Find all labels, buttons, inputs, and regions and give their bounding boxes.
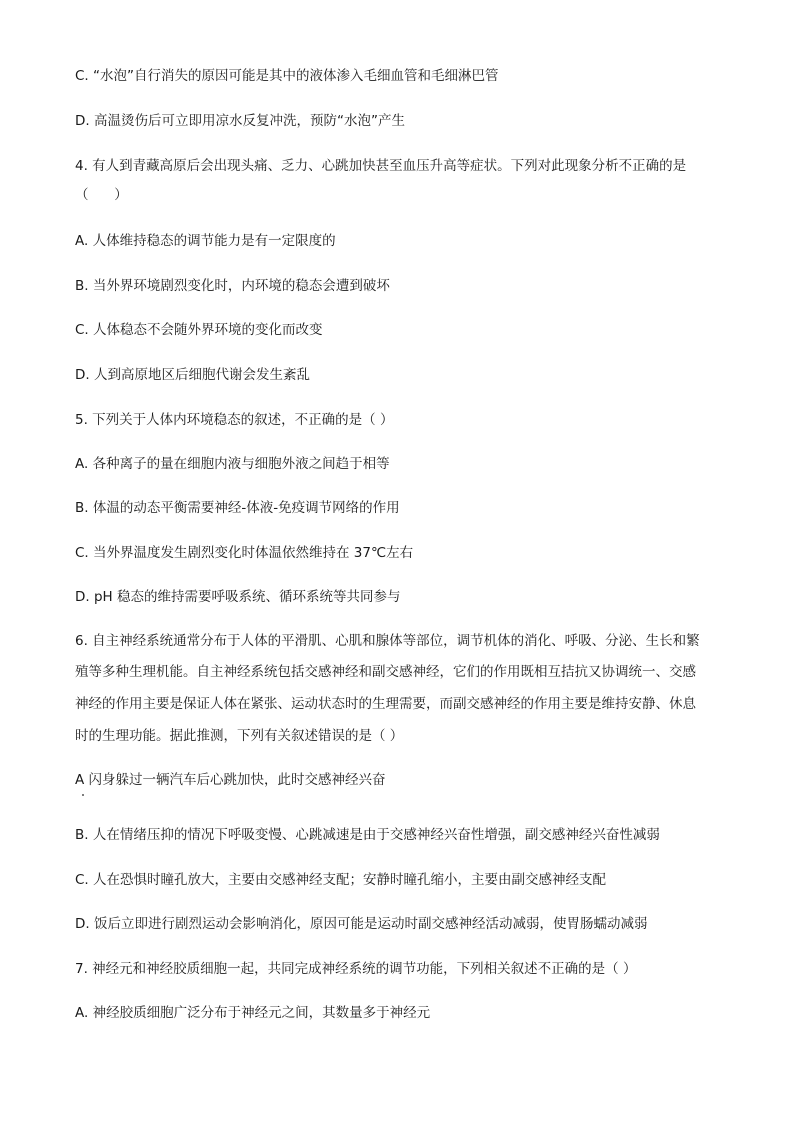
- q4-option-b: B. 当外界环境剧烈变化时，内环境的稳态会遭到破坏: [75, 278, 390, 294]
- q6-option-b: B. 人在情绪压抑的情况下呼吸变慢、心跳减速是由于交感神经兴奋性增强，副交感神经兴奋性减弱: [75, 827, 660, 843]
- q6-option-c: C. 人在恐惧时瞳孔放大，主要由交感神经支配；安静时瞳孔缩小，主要由副交感神经支配: [75, 872, 607, 888]
- q5-option-d: D. pH 稳态的维持需要呼吸系统、循环系统等共同参与: [75, 589, 401, 605]
- q4-option-c: C. 人体稳态不会随外界环境的变化而改变: [75, 322, 323, 338]
- q6-stem-line1: 6. 自主神经系统通常分布于人体的平滑肌、心肌和腺体等部位，调节机体的消化、呼吸、分泌、生长和繁: [75, 633, 700, 649]
- q5-option-a: A. 各种离子的量在细胞内液与细胞外液之间趋于相等: [75, 456, 390, 472]
- q4-option-d: D. 人到高原地区后细胞代谢会发生紊乱: [75, 367, 310, 383]
- q6-stem-line2: 殖等多种生理机能。自主神经系统包括交感神经和副交感神经，它们的作用既相互拮抗又协调统一、交感: [75, 664, 696, 680]
- q6-stem-line3: 神经的作用主要是保证人体在紧张、运动状态时的生理需要，而副交感神经的作用主要是维持安静、休息: [75, 696, 696, 712]
- q3-option-c: C. “水泡”自行消失的原因可能是其中的液体渗入毛细血管和毛细淋巴管: [75, 68, 499, 84]
- q7-stem: 7. 神经元和神经胶质细胞一起，共同完成神经系统的调节功能，下列相关叙述不正确的是（ ）: [75, 961, 637, 977]
- q5-option-c: C. 当外界温度发生剧烈变化时体温依然维持在 37℃左右: [75, 545, 414, 561]
- q4-stem-line2: （ ）: [75, 187, 128, 203]
- q5-stem: 5. 下列关于人体内环境稳态的叙述，不正确的是（ ）: [75, 412, 394, 428]
- q6-option-d: D. 饭后立即进行剧烈运动会影响消化，原因可能是运动时副交感神经活动减弱，使胃肠蠕动减弱: [75, 916, 648, 932]
- q7-option-a: A. 神经胶质细胞广泛分布于神经元之间，其数量多于神经元: [75, 1005, 431, 1021]
- q4-stem-line1: 4. 有人到青藏高原后会出现头痛、乏力、心跳加快甚至血压升高等症状。下列对此现象分析不正确的是: [75, 158, 687, 174]
- q3-option-d: D. 高温烫伤后可立即用凉水反复冲洗，预防“水泡”产生: [75, 113, 405, 129]
- q4-option-a: A. 人体维持稳态的调节能力是有一定限度的: [75, 233, 336, 249]
- q6-stem-line4: 时的生理功能。据此推测，下列有关叙述错误的是（ ）: [75, 728, 404, 744]
- q6-option-a: A 闪身躲过一辆汽车后心跳加快，此时交感神经兴奋: [75, 772, 386, 788]
- stray-dot-mark: [82, 794, 84, 796]
- q5-option-b: B. 体温的动态平衡需要神经-体液-免疫调节网络的作用: [75, 500, 400, 516]
